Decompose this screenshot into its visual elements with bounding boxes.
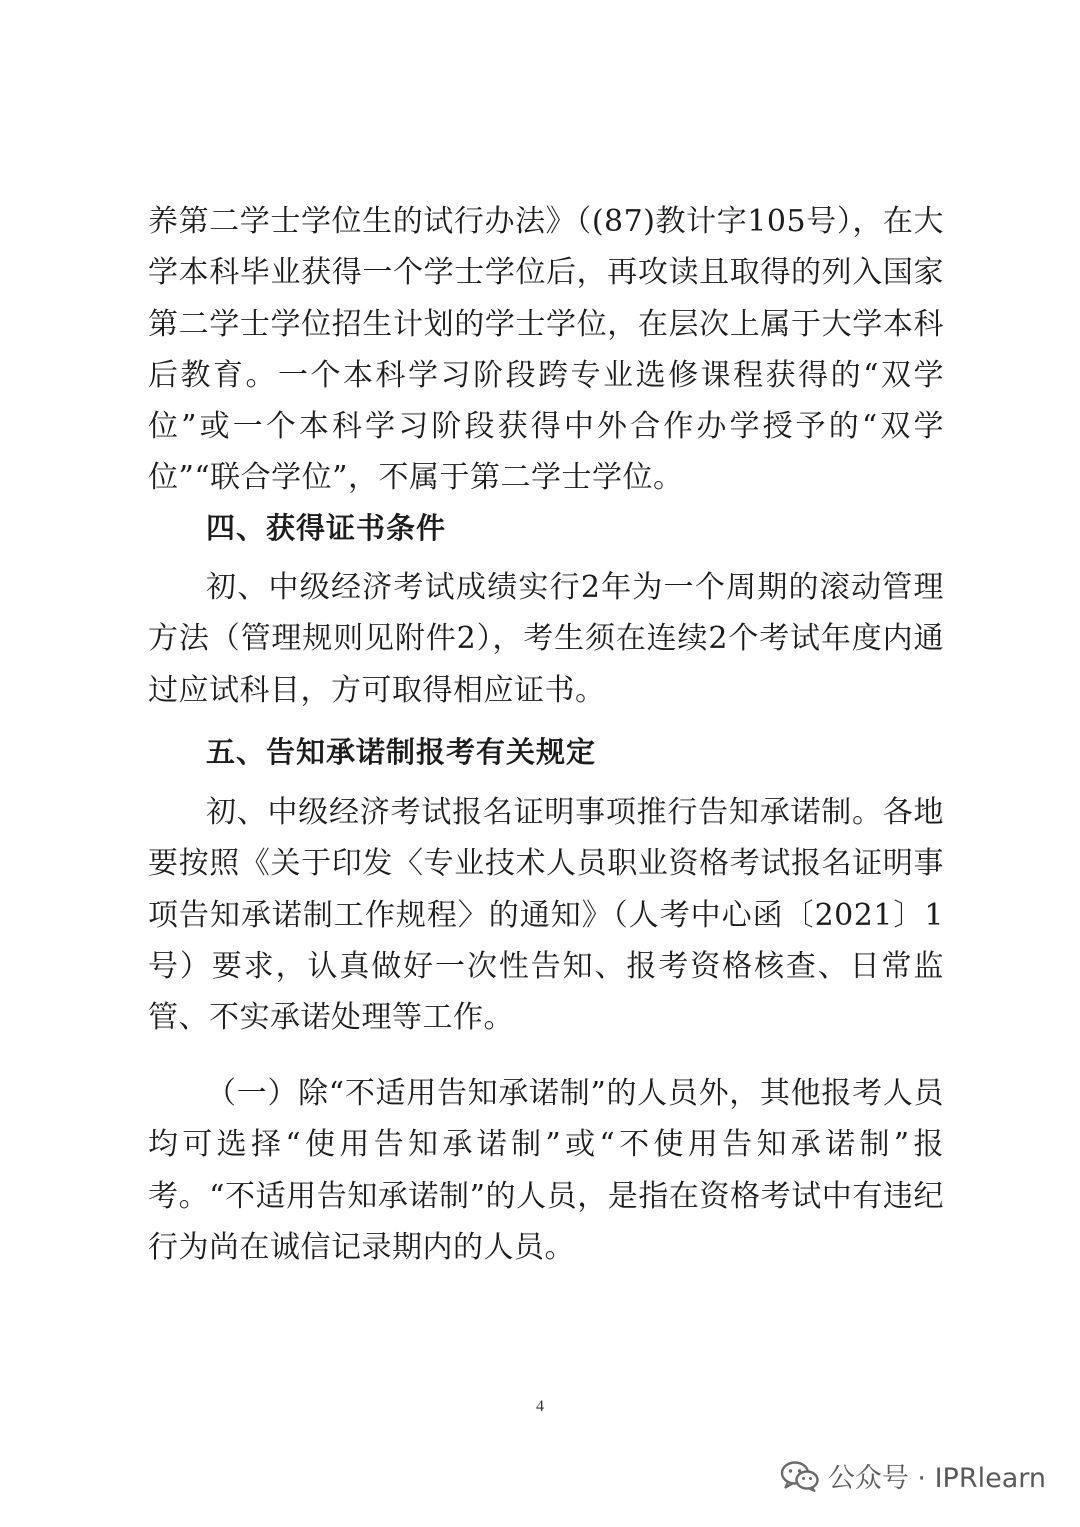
heading-certificate-conditions: 四、获得证书条件 <box>206 511 447 545</box>
paragraph-second-degree: 养第二学士学位生的试行办法》（(87)教计字105号），在大学本科毕业获得一个学士学位后，再攻读且取得的列入国家第二学士学位招生计划的学士学位，在层次上属于大学本科后教育。一个本科学习阶段跨专业选修课程获得的“双学位”或一个本科学习阶段获得中外合作办学授予的“双学位”“联合学位”，不属于第二学士学位。 <box>148 204 944 496</box>
paragraph-commitment-system: 初、中级经济考试报名证明事项推行告知承诺制。各地要按照《关于印发〈专业技术人员职业资格考试报名证明事项告知承诺制工作规程〉的通知》（人考中心函〔2021〕1号）要求，认真做好一次性告知、报考资格核查、日常监管、不实承诺处理等工作。 <box>148 795 944 1036</box>
paragraph-certificate-conditions: 初、中级经济考试成绩实行2年为一个周期的滚动管理方法（管理规则见附件2），考生须在连续2个考试年度内通过应试科目，方可取得相应证书。 <box>148 570 944 708</box>
watermark-text: 公众号 · IPRlearn <box>827 1463 1046 1494</box>
wechat-icon <box>780 1460 820 1492</box>
heading-commitment-system: 五、告知承诺制报考有关规定 <box>206 735 597 769</box>
watermark <box>780 1456 1046 1495</box>
page-number: 4 <box>536 1398 544 1415</box>
paragraph-commitment-applicability: （一）除“不适用告知承诺制”的人员外，其他报考人员均可选择“使用告知承诺制”或“不使用告知承诺制”报考。“不适用告知承诺制”的人员，是指在资格考试中有违纪行为尚在诚信记录期内的人员。 <box>148 1076 944 1265</box>
